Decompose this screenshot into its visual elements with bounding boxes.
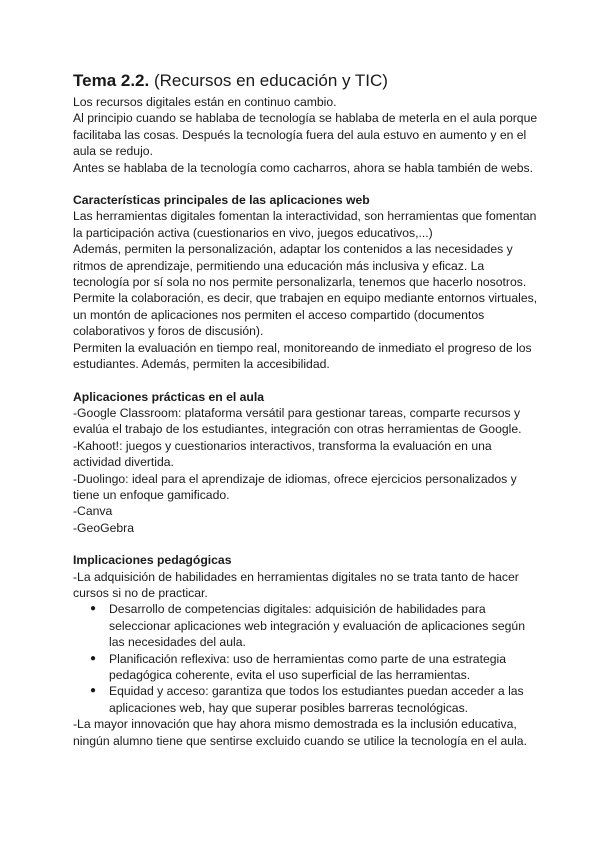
bullet-text: Planificación reflexiva: uso de herramientas como parte de una estrategia pedagógica coherente, evita el uso superficial de las herramientas. [109, 651, 506, 682]
paragraph: -La mayor innovación que hay ahora mismo demostrada es la inclusión educativa, ningún alumno tiene que sentirse excluido cuando se utilice la tecnología en el aula. [73, 717, 527, 748]
list-item: -Canva [73, 504, 113, 519]
intro-line-2: Al principio cuando se hablaba de tecnología se hablaba de meterla en el aula porque facilitaba las cosas. Después la tecnología fuera del aula estuvo en aumento y en el aula se redujo. [73, 111, 538, 159]
bullet-dot-icon: ● [90, 603, 97, 615]
list-item: -Google Classroom: plataforma versátil para gestionar tareas, comparte recursos y evalúa el trabajo de los estudiantes, integración con otras herramientas de Google. [73, 405, 522, 437]
intro-line-3: Antes se hablaba de la tecnología como cacharros, ahora se habla también de webs. [73, 160, 534, 175]
intro-line-1: Los recursos digitales están en continuo cambio. [73, 95, 337, 109]
paragraph: -La adquisición de habilidades en herramientas digitales no se trata tanto de hacer cursos si no de practicar. [73, 569, 519, 600]
page-title [73, 70, 540, 92]
spacer [73, 373, 540, 389]
list-item: -Kahoot!: juegos y cuestionarios interactivos, transforma la evaluación en una actividad divertida. [73, 438, 492, 470]
spacer [73, 176, 540, 192]
bullet-item [90, 651, 540, 684]
paragraph: Las herramientas digitales fomentan la interactividad, son herramientas que fomentan la participación activa (cuestionarios en vivo, juegos educativos,...) [73, 209, 537, 240]
paragraph: Además, permiten la personalización, adaptar los contenidos a las necesidades y ritmos de aprendizaje, permitiendo una educación más inclusiva y eficaz. La tecnología por sí sola no nos permite personalizarla, tenemos que hacerlo nosotros. [73, 242, 527, 290]
section-heading-pedagogical: Implicaciones pedagógicas [73, 553, 232, 568]
bullet-text: Equidad y acceso: garantiza que todos los estudiantes puedan acceder a las aplicaciones web, hay que superar posibles barreras tecnológicas. [109, 684, 524, 715]
bullet-dot-icon: ● [90, 652, 97, 664]
bullet-text: Desarrollo de competencias digitales: adquisición de habilidades para seleccionar aplicaciones web integración y evaluación de aplicaciones según las necesidades del aula. [109, 602, 525, 650]
list-item: -GeoGebra [73, 520, 134, 535]
spacer [73, 536, 540, 552]
paragraph: Permiten la evaluación en tiempo real, monitoreando de inmediato el progreso de los estudiantes. Además, permiten la accesibilidad. [73, 340, 532, 372]
section-heading-practical-apps: Aplicaciones prácticas en el aula [73, 389, 265, 404]
section-heading-characteristics: Características principales de las aplicaciones web [73, 193, 370, 208]
bullet-dot-icon: ● [90, 685, 97, 697]
title-bold: Tema 2.2. [73, 71, 150, 90]
bullet-list [73, 601, 540, 716]
bullet-item [90, 601, 540, 650]
list-item: -Duolingo: ideal para el aprendizaje de idiomas, ofrece ejercicios personalizados y tiene un enfoque gamificado. [73, 471, 517, 502]
title-rest: (Recursos en educación y TIC) [149, 71, 388, 90]
paragraph: Permite la colaboración, es decir, que trabajen en equipo mediante entornos virtuales, un montón de aplicaciones nos permiten el acceso compartido (documentos colaborativos y foros de discusión). [73, 291, 538, 339]
bullet-item [90, 683, 540, 716]
